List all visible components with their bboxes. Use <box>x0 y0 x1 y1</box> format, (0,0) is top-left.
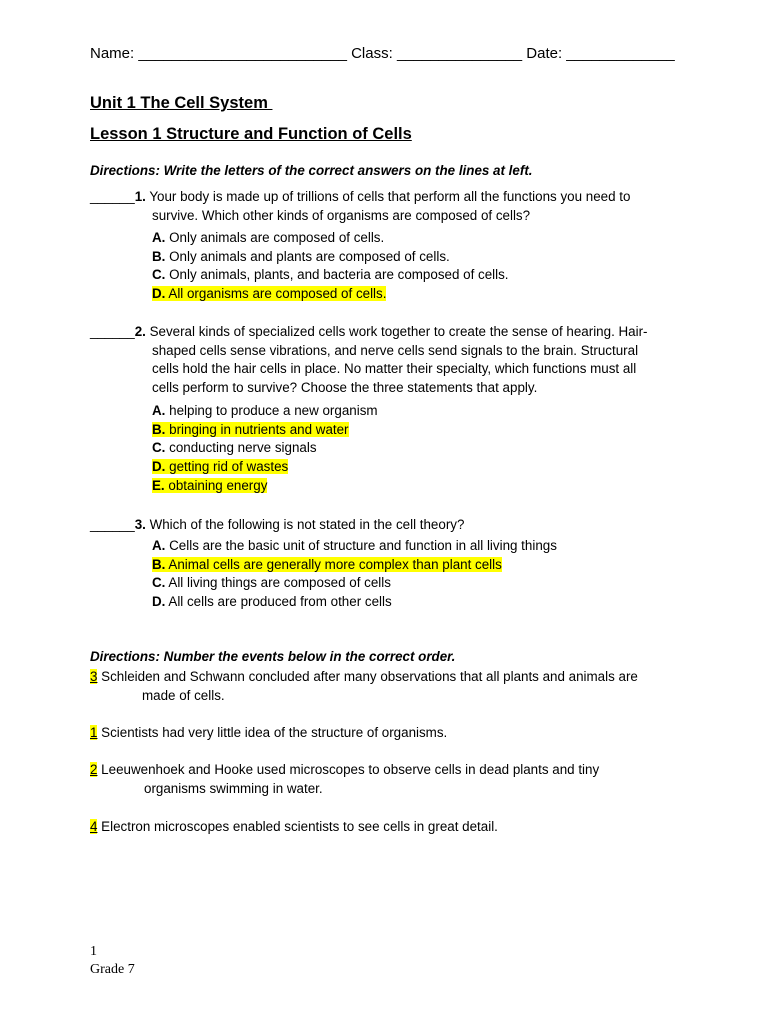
answer-blank[interactable]: ______ <box>90 517 135 532</box>
order-number[interactable]: 3 <box>90 669 98 684</box>
option-a[interactable]: A. helping to produce a new organism <box>152 403 378 418</box>
answer-blank[interactable]: ______ <box>90 324 135 339</box>
question-2 <box>90 323 680 397</box>
question-text: Your body is made up of trillions of cells that perform all the functions you need to <box>145 189 631 204</box>
question-3 <box>90 516 680 535</box>
class-field[interactable]: _______________ <box>396 45 523 62</box>
option-d-highlighted[interactable]: D. getting rid of wastes <box>152 459 289 475</box>
unit-title: Unit 1 The Cell System <box>90 94 273 112</box>
question-text-continued: cells perform to survive? Choose the three statements that apply. <box>152 379 538 395</box>
option-c[interactable]: C. All living things are composed of cells <box>152 575 391 591</box>
event-text: Scientists had very little idea of the structure of organisms. <box>97 725 448 740</box>
question-text-continued: survive. Which other kinds of organisms are composed of cells? <box>152 207 531 223</box>
answer-blank[interactable]: ______ <box>90 189 135 204</box>
question-text-continued: cells hold the hair cells in place. No matter their specialty, which functions must all <box>152 361 637 376</box>
class-label: Class: <box>351 45 393 62</box>
grade-label: Grade 7 <box>90 962 135 977</box>
question-number: 3. <box>134 517 146 532</box>
option-b-highlighted[interactable]: B. bringing in nutrients and water <box>152 421 349 437</box>
event-text-continued: organisms swimming in water. <box>144 780 323 796</box>
option-c[interactable]: C. Only animals, plants, and bacteria are composed of cells. <box>152 267 509 283</box>
option-c[interactable]: C. conducting nerve signals <box>152 440 317 456</box>
event-item <box>90 818 677 837</box>
question-1 <box>90 188 680 225</box>
event-text: Schleiden and Schwann concluded after many observations that all plants and animals are <box>97 669 638 684</box>
lesson-title: Lesson 1 Structure and Function of Cells <box>90 125 412 143</box>
option-b[interactable]: B. Only animals and plants are composed of cells. <box>152 248 450 264</box>
order-number[interactable]: 4 <box>90 819 98 834</box>
option-b-highlighted[interactable]: B. Animal cells are generally more complex than plant cells <box>152 556 502 572</box>
question-text-continued: shaped cells sense vibrations, and nerve cells send signals to the brain. Structural <box>152 342 639 358</box>
question-1-options <box>152 229 509 304</box>
event-item <box>90 668 677 705</box>
event-text: Leeuwenhoek and Hooke used microscopes to observe cells in dead plants and tiny <box>97 762 600 777</box>
directions-ordering: Directions: Number the events below in the correct order. <box>90 649 456 664</box>
event-item <box>90 724 677 743</box>
date-field[interactable]: _____________ <box>566 45 675 62</box>
order-number[interactable]: 1 <box>90 725 98 740</box>
name-field[interactable]: _________________________ <box>138 45 347 62</box>
name-label: Name: <box>90 45 135 62</box>
question-text: Several kinds of specialized cells work together to create the sense of hearing. Hair- <box>145 324 648 339</box>
option-d[interactable]: D. All cells are produced from other cells <box>152 594 392 610</box>
option-a[interactable]: A. Only animals are composed of cells. <box>152 230 385 245</box>
order-number[interactable]: 2 <box>90 762 98 777</box>
question-text: Which of the following is not stated in the cell theory? <box>145 517 465 532</box>
event-item <box>90 761 677 798</box>
page-number: 1 <box>90 944 97 959</box>
question-3-options <box>152 537 557 612</box>
directions-multiple-choice: Directions: Write the letters of the correct answers on the lines at left. <box>90 163 533 178</box>
date-label: Date: <box>526 45 563 62</box>
question-number: 2. <box>134 324 146 339</box>
option-a[interactable]: A. Cells are the basic unit of structure and function in all living things <box>152 538 557 553</box>
page-footer <box>90 943 135 979</box>
event-text: Electron microscopes enabled scientists to see cells in great detail. <box>97 819 498 834</box>
student-info-header <box>90 45 675 62</box>
event-text-continued: made of cells. <box>142 687 225 703</box>
question-2-options <box>152 402 378 496</box>
question-number: 1. <box>134 189 146 204</box>
option-d-highlighted[interactable]: D. All organisms are composed of cells. <box>152 286 387 302</box>
option-e-highlighted[interactable]: E. obtaining energy <box>152 477 268 493</box>
